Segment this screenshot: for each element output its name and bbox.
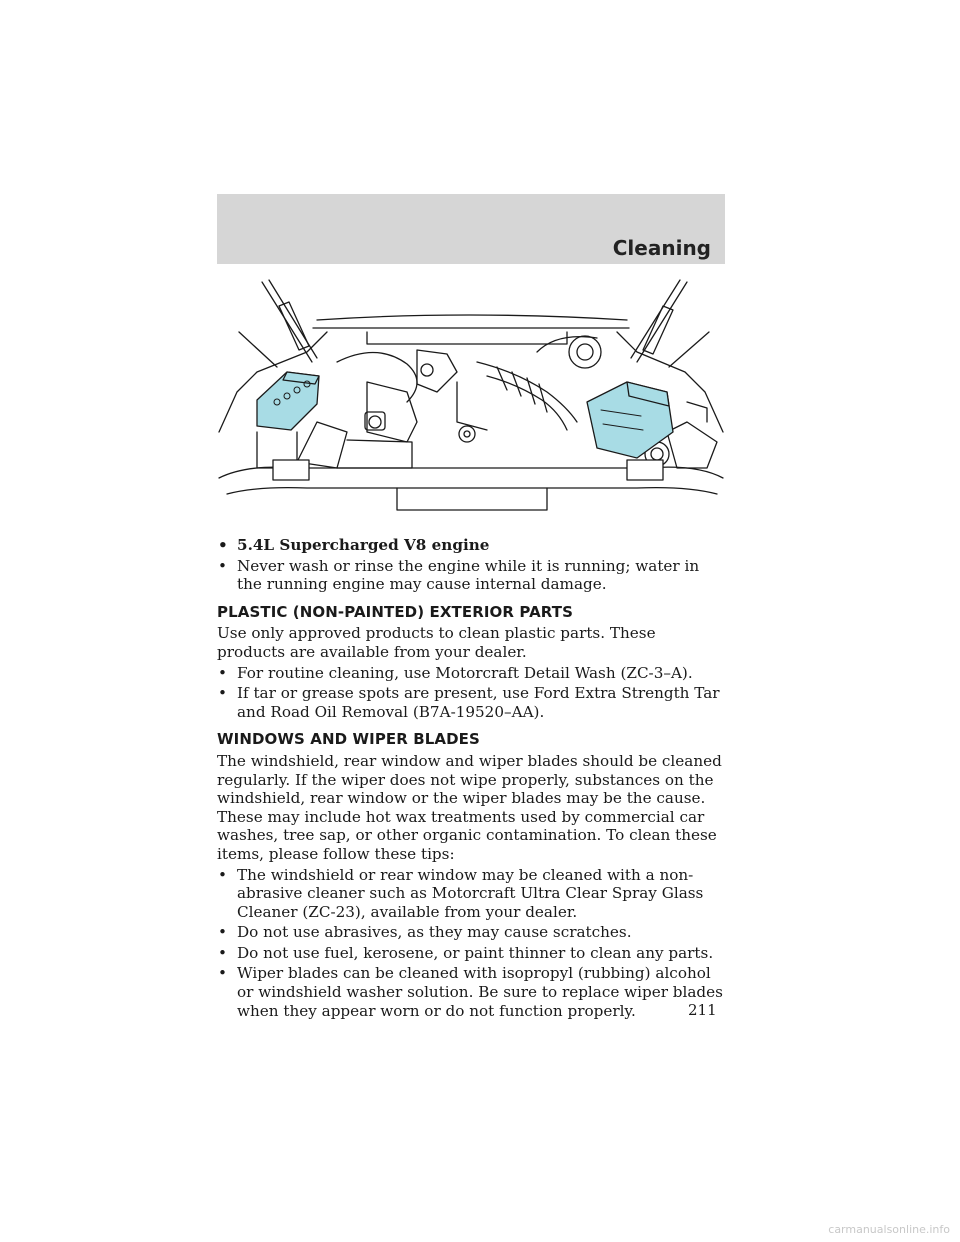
- section-heading-plastic: PLASTIC (NON-PAINTED) EXTERIOR PARTS: [217, 602, 573, 621]
- list-item-text: Do not use fuel, kerosene, or paint thinner to clean any parts.: [237, 943, 714, 962]
- plastic-intro: Use only approved products to clean plastic parts. These products are available from your dealer.: [217, 624, 656, 661]
- list-item-text: Wiper blades can be cleaned with isopropyl (rubbing) alcohol or windshield washer solution. Be sure to replace wiper blades when they appear worn or do not function properly.: [237, 964, 723, 1020]
- section-header-band: [217, 194, 725, 264]
- caption-bullet: [217, 536, 727, 555]
- list-item-text: Do not use abrasives, as they may cause scratches.: [237, 923, 632, 942]
- list-item-text: For routine cleaning, use Motorcraft Detail Wash (ZC-3–A).: [237, 663, 693, 682]
- windows-intro: The windshield, rear window and wiper blades should be cleaned regularly. If the wiper does not wipe properly, substances on the windshield, rear window or the wiper blades may be the cause. These may include hot wax treatments used by commercial car washes, tree sap, or other organic contamination. To clean these items, please follow these tips:: [217, 751, 722, 863]
- engine-compartment-illustration: [217, 272, 725, 526]
- section-heading-windows: WINDOWS AND WIPER BLADES: [217, 730, 480, 749]
- air-filter-highlight: [587, 382, 673, 458]
- watermark: carmanualsonline.info: [828, 1223, 950, 1236]
- list-item: [217, 944, 727, 963]
- bullet-dot: •: [218, 943, 227, 962]
- bullet-dot: •: [218, 865, 227, 884]
- list-item: [217, 866, 727, 922]
- caption-bullet-text: Never wash or rinse the engine while it is running; water in the running engine may cause internal damage.: [237, 556, 700, 594]
- bullet-dot: •: [218, 923, 227, 942]
- list-item: [217, 664, 727, 683]
- battery-highlight: [257, 372, 319, 430]
- caption-bullet: [217, 557, 727, 594]
- bullet-dot: •: [218, 536, 228, 554]
- page-content: [217, 536, 727, 1022]
- page-number: 211: [688, 1001, 717, 1019]
- bullet-dot: •: [218, 663, 227, 682]
- list-item-text: If tar or grease spots are present, use Ford Extra Strength Tar and Road Oil Removal (B7A-19520–AA).: [237, 684, 720, 721]
- list-item: [217, 964, 727, 1020]
- list-item-text: The windshield or rear window may be cleaned with a non-abrasive cleaner such as Motorcraft Ultra Clear Spray Glass Cleaner (ZC-23), available from your dealer.: [237, 865, 704, 921]
- section-title: Cleaning: [612, 236, 711, 260]
- bullet-dot: •: [218, 556, 227, 575]
- list-item: [217, 684, 727, 721]
- bullet-dot: •: [218, 964, 227, 983]
- bullet-dot: •: [218, 684, 227, 703]
- caption-bullet-text: 5.4L Supercharged V8 engine: [237, 536, 490, 554]
- list-item: [217, 923, 727, 942]
- left-hood-strut: [239, 280, 317, 367]
